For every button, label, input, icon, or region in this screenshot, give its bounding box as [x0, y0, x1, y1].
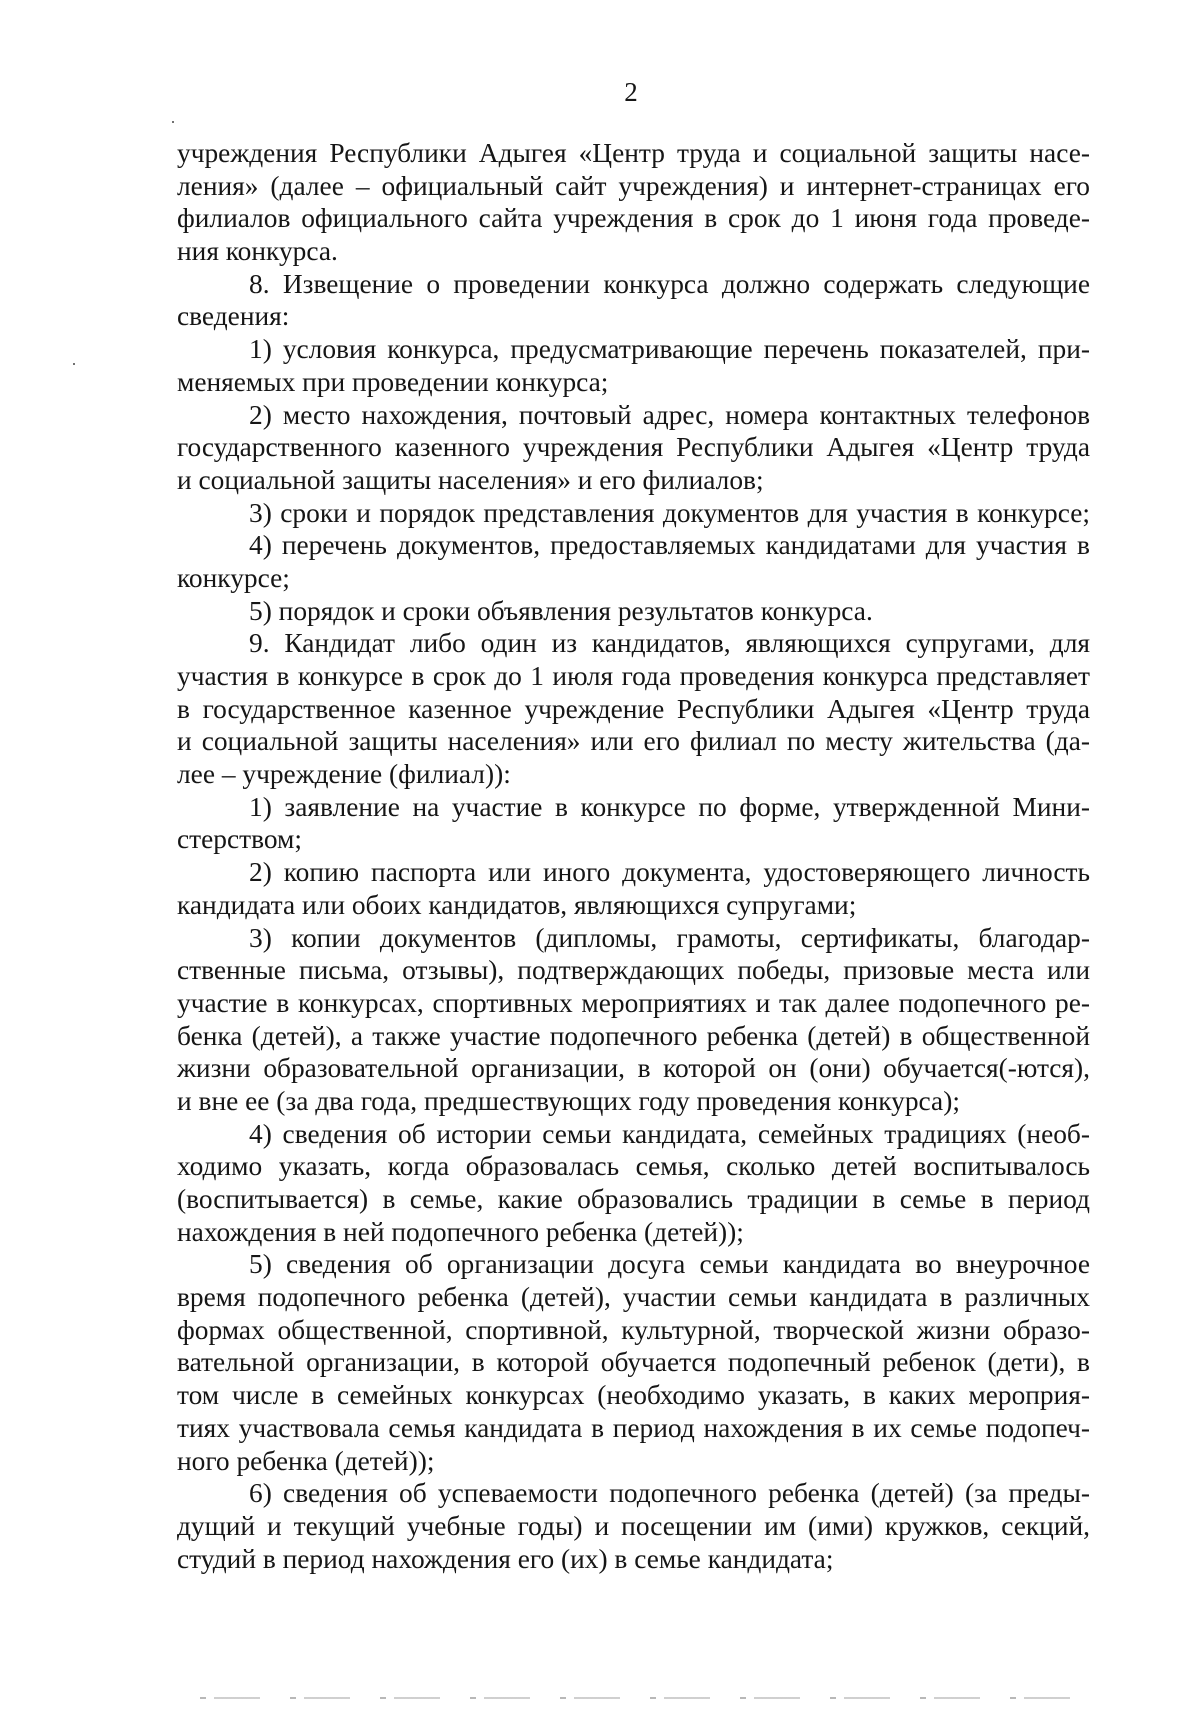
text-line: кандидата или обоих кандидатов, являющихся супругами; [177, 889, 857, 920]
page-number: 2 [624, 77, 638, 107]
text-line: государственного казенного учреждения Республики Адыгея «Центр труда [177, 432, 1090, 463]
text-line: 2) копию паспорта или иного документа, удостоверяющего личность [249, 857, 1090, 888]
text-line: филиалов официального сайта учреждения в срок до 1 июня года проведе- [177, 203, 1090, 234]
text-line: 2) место нахождения, почтовый адрес, номера контактных телефонов [249, 399, 1090, 430]
text-line: в государственное казенное учреждение Республики Адыгея «Центр труда [177, 693, 1090, 724]
text-line: участие в конкурсах, спортивных мероприятиях и так далее подопечного ре- [177, 987, 1090, 1018]
text-line: 4) сведения об истории семьи кандидата, семейных традициях (необ- [249, 1118, 1090, 1149]
text-line: том числе в семейных конкурсах (необходимо указать, в каких мероприя- [177, 1380, 1090, 1411]
text-line: ния конкурса. [177, 236, 338, 267]
text-line: 5) порядок и сроки объявления результатов конкурса. [249, 595, 873, 626]
text-line: 4) перечень документов, предоставляемых кандидатами для участия в [249, 530, 1090, 561]
text-line: сведения: [177, 301, 290, 332]
text-line: участия в конкурсе в срок до 1 июля года проведения конкурса представляет [177, 661, 1090, 691]
scan-speck [172, 121, 174, 123]
text-line: 8. Извещение о проведении конкурса должно содержать следующие [249, 268, 1090, 299]
text-line: 5) сведения об организации досуга семьи кандидата во внеурочное [249, 1249, 1090, 1280]
text-line: лее – учреждение (филиал)): [177, 759, 511, 790]
text-line: конкурсе; [177, 562, 290, 593]
text-line: время подопечного ребенка (детей), участии семьи кандидата в различных [177, 1282, 1090, 1313]
text-line: ного ребенка (детей)); [177, 1445, 435, 1476]
text-line: ственные письма, отзывы), подтверждающих победы, призовые места или [177, 955, 1090, 986]
text-line: бенка (детей), а также участие подопечного ребенка (детей) в общественной [177, 1020, 1090, 1051]
text-line: учреждения Республики Адыгея «Центр труда и социальной защиты насе- [177, 138, 1090, 168]
scan-bottom-edge [200, 1697, 1100, 1699]
text-line: стерством; [177, 824, 302, 855]
text-line: формах общественной, спортивной, культурной, творческой жизни образо- [177, 1314, 1090, 1345]
text-line: 1) условия конкурса, предусматривающие перечень показателей, при- [249, 334, 1090, 365]
text-line: вательной организации, в которой обучается подопечный ребенок (дети), в [177, 1347, 1090, 1378]
text-line: и вне ее (за два года, предшествующих году проведения конкурса); [177, 1085, 960, 1116]
text-line: ходимо указать, когда образовалась семья, сколько детей воспитывалось [177, 1151, 1090, 1182]
text-line: жизни образовательной организации, в которой он (они) обучается(-ются), [177, 1053, 1090, 1084]
text-line: тиях участвовала семья кандидата в период нахождения в их семье подопеч- [177, 1412, 1090, 1443]
text-line: дущий и текущий учебные годы) и посещении им (ими) кружков, секций, [177, 1510, 1090, 1541]
text-line: студий в период нахождения его (их) в семье кандидата; [177, 1543, 834, 1574]
text-line: 3) сроки и порядок представления документов для участия в конкурсе; [249, 497, 1090, 528]
text-line: нахождения в ней подопечного ребенка (детей)); [177, 1216, 744, 1247]
text-line: ления» (далее – официальный сайт учреждения) и интернет-страницах его [177, 170, 1090, 201]
text-line: и социальной защиты населения» и его филиалов; [177, 464, 764, 495]
text-line: 6) сведения об успеваемости подопечного ребенка (детей) (за преды- [249, 1478, 1090, 1509]
text-line: и социальной защиты населения» или его филиал по месту жительства (да- [177, 726, 1090, 757]
text-line: (воспитывается) в семье, какие образовались традиции в семье в период [177, 1184, 1090, 1214]
text-line: меняемых при проведении конкурса; [177, 366, 609, 397]
text-line: 3) копии документов (дипломы, грамоты, сертификаты, благодар- [249, 922, 1090, 953]
text-line: 9. Кандидат либо один из кандидатов, являющихся супругами, для [249, 628, 1090, 659]
scan-speck [73, 363, 75, 365]
document-body [177, 137, 1090, 1575]
text-line: 1) заявление на участие в конкурсе по форме, утвержденной Мини- [249, 791, 1090, 822]
